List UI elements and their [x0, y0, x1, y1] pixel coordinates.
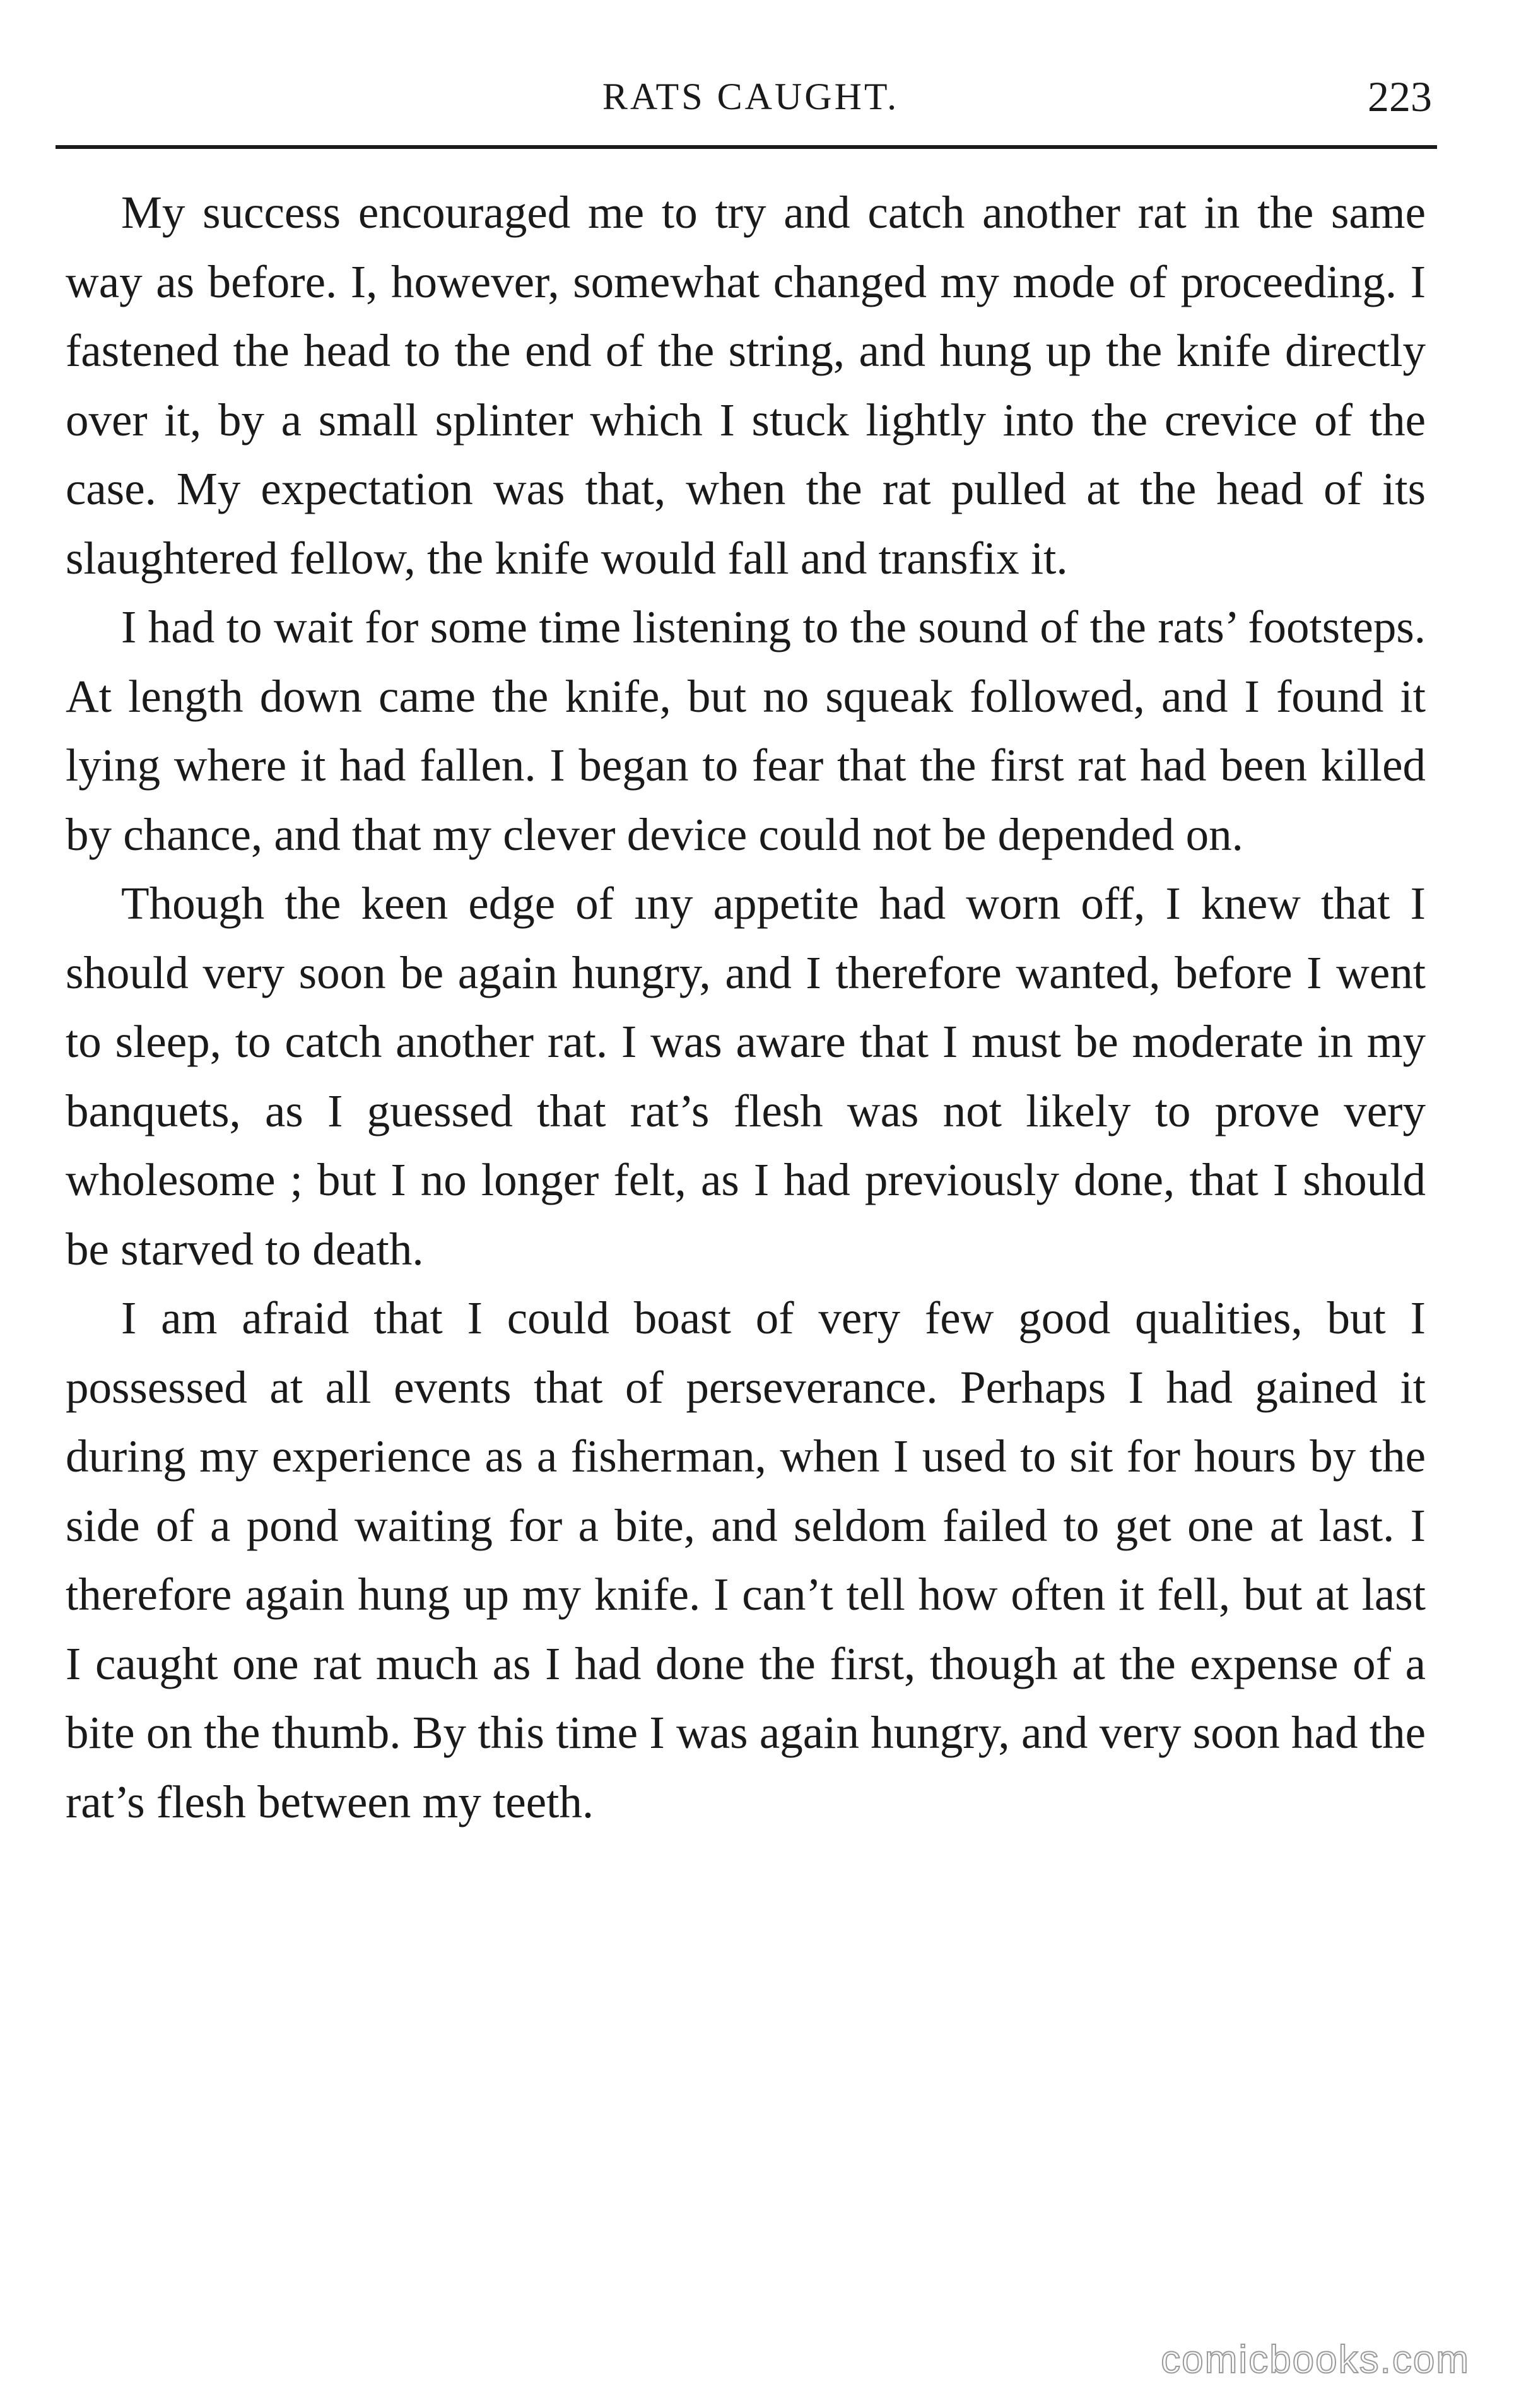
- paragraph: I had to wait for some time listening to the sound of the rats’ footsteps. At length down came the knife, but no squeak followed, and I found it lying where it had fallen. I began to fear that the first rat had been killed by chance, and that my clever device could not be depended on.: [66, 601, 1426, 860]
- running-head: [69, 56, 1432, 138]
- paragraph: My success encouraged me to try and catch another rat in the same way as before. I, however, somewhat changed my mode of proceeding. I fastened the head to the end of the string, and hung up the knife directly over it, by a small splinter which I stuck lightly into the crevice of the case. My expectation was that, when the rat pulled at the head of its slaughtered fellow, the knife would fall and transfix it.: [66, 187, 1426, 584]
- paragraph: I am afraid that I could boast of very few good qualities, but I possessed at all events that of perseverance. Perhaps I had gained it during my experience as a fisherman, when I used to sit for hours by the side of a pond waiting for a bite, and seldom failed to get one at last. I therefore again hung up my knife. I can’t tell how often it fell, but at last I caught one rat much as I had done the first, though at the expense of a bite on the thumb. By this time I was again hungry, and very soon had the rat’s flesh between my teeth.: [66, 1292, 1426, 1827]
- paragraph: Though the keen edge of ıny appetite had worn off, I knew that I should very soon be again hungry, and I therefore wanted, before I went to sleep, to catch another rat. I was aware that I must be moderate in my banquets, as I guessed that rat’s flesh was not likely to prove very wholesome ; but I no longer felt, as I had previously done, that I should be starved to death.: [66, 878, 1426, 1275]
- running-title: RATS CAUGHT.: [602, 76, 900, 117]
- page-number: 223: [1368, 73, 1432, 121]
- header-rule: [56, 145, 1437, 149]
- body-text: [66, 178, 1426, 1836]
- watermark: comicbooks.com: [1161, 2338, 1470, 2381]
